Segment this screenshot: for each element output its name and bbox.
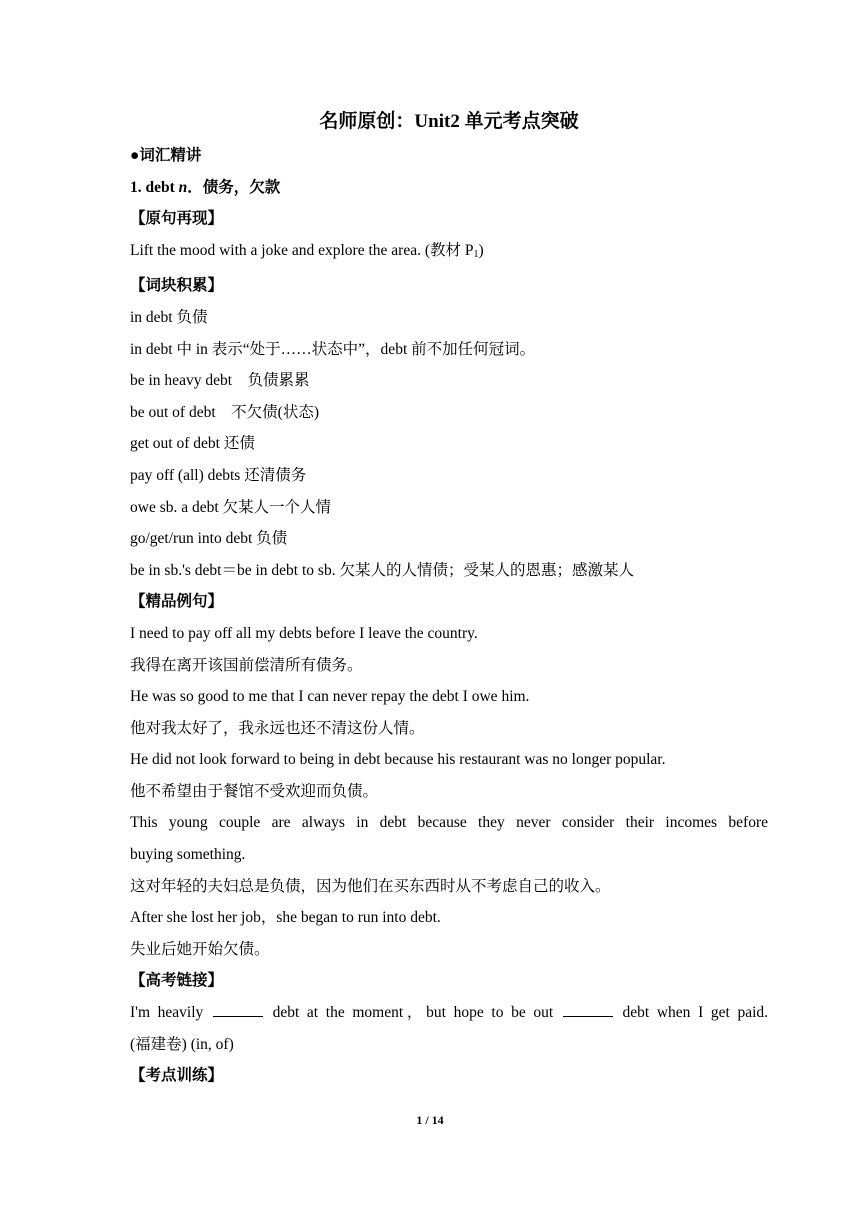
answer-blank-1 [213, 1002, 263, 1017]
example-translation: 他不希望由于餐馆不受欢迎而负债。 [130, 782, 379, 800]
answer-blank-2 [563, 1002, 613, 1017]
gaokao-part1: I'm heavily [130, 1004, 204, 1022]
chunk-item: be in heavy debt 负债累累 [130, 372, 310, 390]
entry-pos: n [178, 178, 188, 196]
heading-training: 【考点训练】 [130, 1067, 224, 1085]
example-translation: 失业后她开始欠债。 [130, 940, 270, 958]
entry-word: 1. debt [130, 178, 179, 196]
chunk-item: get out of debt 还债 [130, 435, 255, 453]
original-sentence [130, 235, 768, 271]
chunk-item: go/get/run into debt 负债 [130, 530, 288, 548]
gaokao-part3: debt when I get paid. [622, 1004, 769, 1022]
example-sentence: After she lost her job，she began to run into debt. [130, 909, 441, 927]
chunk-item: owe sb. a debt 欠某人一个人情 [130, 498, 332, 516]
chunk-item: in debt 负债 [130, 308, 208, 326]
original-text: Lift the mood with a joke and explore the area. (教材 P [130, 241, 474, 259]
original-sub: 1 [473, 248, 479, 260]
chunk-item: be in sb.'s debt＝be in debt to sb. 欠某人的人情债；受某人的恩惠；感激某人 [130, 561, 634, 579]
gaokao-question [130, 997, 768, 1029]
heading-original: 【原句再现】 [130, 210, 224, 228]
original-close: ) [478, 241, 484, 259]
gaokao-source: (福建卷) (in, of) [130, 1035, 234, 1053]
heading-examples: 【精品例句】 [130, 593, 224, 611]
example-sentence: I need to pay off all my debts before I leave the country. [130, 624, 478, 642]
page-title: 名师原创：Unit2 单元考点突破 [319, 111, 579, 132]
page-number: 1 / 14 [416, 1113, 444, 1127]
example-translation: 他对我太好了，我永远也还不清这份人情。 [130, 719, 425, 737]
entry-heading [130, 172, 768, 204]
example-translation: 这对年轻的夫妇总是负债，因为他们在买东西时从不考虑自己的收入。 [130, 877, 611, 895]
heading-chunks: 【词块积累】 [130, 277, 224, 295]
entry-meaning: ．债务，欠款 [187, 178, 281, 196]
gaokao-part2: debt at the moment，but hope to be out [272, 1004, 554, 1022]
section-heading-vocab: ●词汇精讲 [130, 147, 202, 164]
example-sentence: He did not look forward to being in debt because his restaurant was no longer popular. [130, 751, 666, 769]
example-sentence-cont: buying something. [130, 846, 246, 864]
example-sentence: This young couple are always in debt because they never consider their incomes before [130, 814, 768, 832]
chunk-item: in debt 中 in 表示“处于……状态中”，debt 前不加任何冠词。 [130, 340, 536, 358]
heading-gaokao: 【高考链接】 [130, 972, 224, 990]
example-sentence: He was so good to me that I can never repay the debt I owe him. [130, 688, 530, 706]
chunk-item: be out of debt 不欠债(状态) [130, 403, 319, 421]
document-page [130, 108, 768, 1092]
chunk-item: pay off (all) debts 还清债务 [130, 466, 307, 484]
example-translation: 我得在离开该国前偿清所有债务。 [130, 656, 363, 674]
